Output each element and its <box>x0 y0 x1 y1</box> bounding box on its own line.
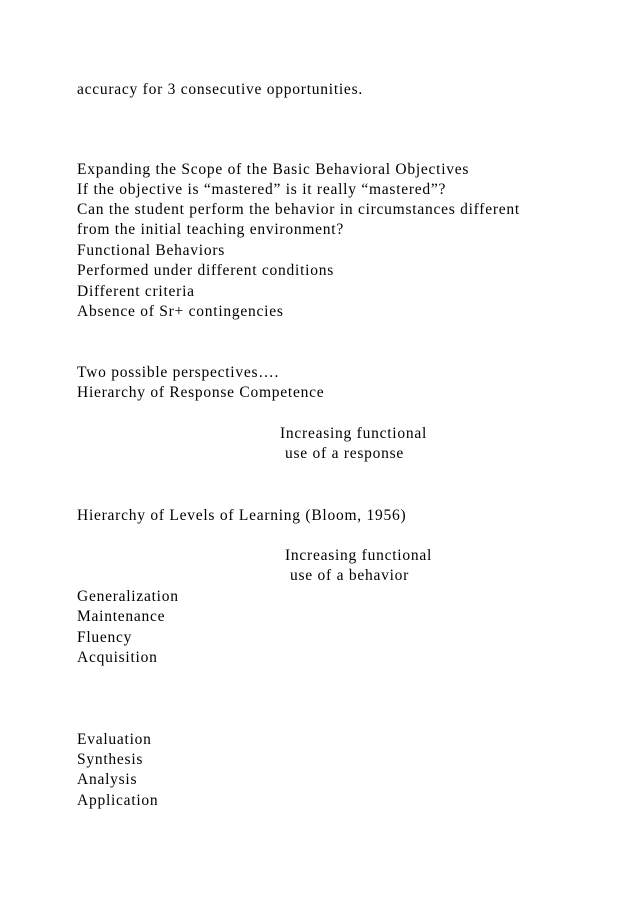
scope-line: Different criteria <box>77 283 195 300</box>
learning-level-item: Evaluation <box>77 731 152 748</box>
intro-text: accuracy for 3 consecutive opportunities. <box>77 81 363 98</box>
response-arrow-label: Increasing functional <box>280 425 428 442</box>
learning-level-item: Analysis <box>77 771 138 788</box>
learning-level-item: Application <box>77 792 159 809</box>
learning-level-item: Synthesis <box>77 751 144 768</box>
learning-arrow-label: Increasing functional <box>285 547 433 564</box>
response-hierarchy-title: Hierarchy of Response Competence <box>77 384 325 401</box>
learning-hierarchy-title: Hierarchy of Levels of Learning (Bloom, 1956) <box>77 507 407 524</box>
perspectives-heading: Two possible perspectives…. <box>77 364 280 381</box>
response-level-item: Maintenance <box>77 608 166 625</box>
response-level-item: Acquisition <box>77 649 158 666</box>
response-level-item: Fluency <box>77 629 133 646</box>
scope-heading: Expanding the Scope of the Basic Behavioral Objectives <box>77 161 470 178</box>
scope-line: Can the student perform the behavior in circumstances different <box>77 201 520 218</box>
scope-line: from the initial teaching environment? <box>77 221 344 238</box>
response-arrow-label: use of a response <box>285 445 405 462</box>
scope-line: Performed under different conditions <box>77 262 334 279</box>
response-level-item: Generalization <box>77 588 179 605</box>
scope-line: Absence of Sr+ contingencies <box>77 303 284 320</box>
scope-line: Functional Behaviors <box>77 242 226 259</box>
scope-line: If the objective is “mastered” is it really “mastered”? <box>77 181 447 198</box>
learning-arrow-label: use of a behavior <box>290 567 410 584</box>
